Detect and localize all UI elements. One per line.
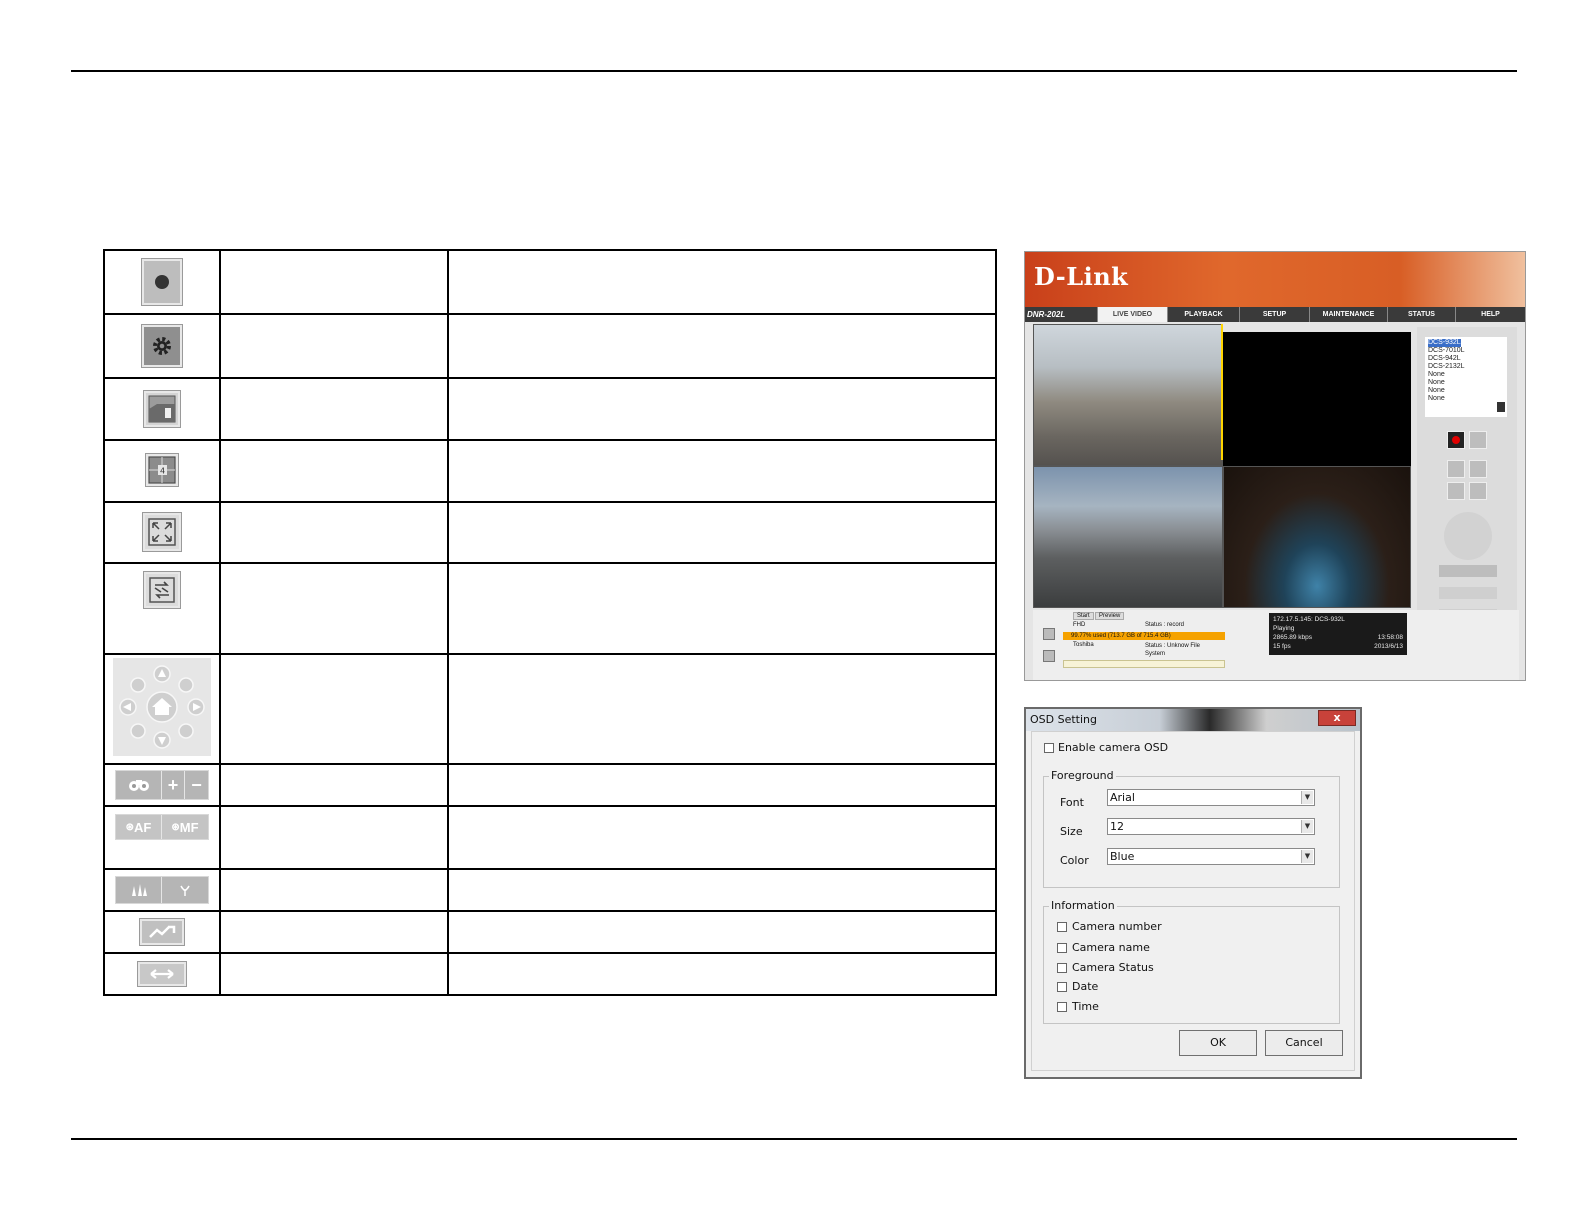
camera-name-label: Camera name	[1072, 941, 1150, 954]
selected-view-marker	[1221, 324, 1223, 460]
stream-time: 13:58:08	[1377, 634, 1403, 641]
tab-playback[interactable]: PLAYBACK	[1167, 307, 1239, 322]
camera-view-3[interactable]	[1033, 466, 1223, 608]
table-row	[104, 806, 996, 869]
font-select[interactable]: Arial ▼	[1107, 789, 1315, 806]
start-button[interactable]: Start	[1073, 612, 1094, 620]
settings-button[interactable]	[1469, 431, 1487, 449]
ptz-pad[interactable]	[1444, 512, 1492, 560]
camera-view-1[interactable]	[1033, 324, 1223, 466]
information-group	[1043, 899, 1340, 1024]
date-checkbox[interactable]	[1057, 982, 1067, 992]
font-label: Font	[1060, 796, 1084, 809]
dvr-model-label: DNR-202L	[1027, 310, 1066, 319]
zoom-bar-icon	[115, 770, 209, 800]
stream-fps: 15 fps	[1273, 643, 1291, 650]
stream-bitrate: 2865.89 kbps	[1273, 634, 1313, 641]
table-row	[104, 764, 996, 806]
switch-button[interactable]	[1469, 482, 1487, 500]
cancel-button[interactable]: Cancel	[1265, 1030, 1343, 1056]
table-row	[104, 502, 996, 563]
camera-tree-item[interactable]: DCS-7010L	[1428, 347, 1465, 354]
foreground-title: Foreground	[1051, 769, 1114, 782]
dvr-live-video-screenshot	[1024, 251, 1526, 681]
camera-status-label: Camera Status	[1072, 961, 1154, 974]
camera-number-checkbox[interactable]	[1057, 922, 1067, 932]
table-row	[104, 953, 996, 995]
chevron-down-icon: ▼	[1301, 791, 1313, 804]
dvr-nav-bar	[1025, 307, 1525, 322]
line-icon	[140, 919, 184, 945]
record-icon	[142, 259, 182, 305]
date-label: Date	[1072, 980, 1099, 993]
camera-tree-item[interactable]: DCS-932L	[1428, 339, 1461, 346]
tab-status[interactable]: STATUS	[1387, 307, 1455, 322]
bottom-rule	[71, 1138, 1517, 1140]
hdd-name: FHD	[1073, 622, 1086, 628]
table-row	[104, 440, 996, 502]
binoculars-icon	[116, 771, 162, 799]
enable-osd-label: Enable camera OSD	[1058, 741, 1169, 754]
tab-live-video[interactable]: LIVE VIDEO	[1097, 307, 1167, 322]
tab-maintenance[interactable]: MAINTENANCE	[1309, 307, 1387, 322]
tab-setup[interactable]: SETUP	[1239, 307, 1309, 322]
hdd-usage-bar: 99.77% used (713.7 GB of 715.4 GB)	[1063, 632, 1225, 640]
zoom-controls[interactable]	[1439, 565, 1497, 577]
camera-tree-item[interactable]: None	[1428, 395, 1445, 402]
enable-osd-checkbox[interactable]	[1044, 743, 1054, 753]
ok-button[interactable]: OK	[1179, 1030, 1257, 1056]
disk2-name: Toshiba	[1073, 642, 1094, 648]
size-select[interactable]: 12 ▼	[1107, 818, 1315, 835]
camera-view-4[interactable]	[1223, 466, 1411, 608]
focus-bar-icon	[115, 814, 209, 840]
table-row	[104, 869, 996, 911]
swap-icon	[138, 962, 186, 986]
color-select[interactable]: Blue ▼	[1107, 848, 1315, 865]
stream-info-box	[1269, 613, 1407, 655]
table-row	[104, 314, 996, 378]
focus-controls[interactable]	[1439, 587, 1497, 599]
gear-icon	[142, 325, 182, 367]
table-row	[104, 911, 996, 953]
close-button[interactable]: x	[1318, 710, 1356, 726]
camera-view-2[interactable]	[1223, 332, 1411, 466]
table-row	[104, 250, 996, 314]
table-row	[104, 563, 996, 654]
single-view-icon	[144, 391, 180, 427]
information-title: Information	[1051, 899, 1115, 912]
camera-tree-item[interactable]: None	[1428, 371, 1445, 378]
top-rule	[71, 70, 1517, 72]
camera-tree	[1425, 337, 1507, 417]
disk2-icon	[1043, 650, 1055, 662]
foreground-group	[1043, 769, 1340, 888]
dvr-banner	[1025, 252, 1525, 307]
camera-name-checkbox[interactable]	[1057, 943, 1067, 953]
record-button[interactable]	[1447, 431, 1465, 449]
disk2-usage-bar	[1063, 660, 1225, 668]
svg-text:4: 4	[159, 466, 166, 475]
camera-tree-item[interactable]: DCS-2132L	[1428, 363, 1465, 370]
zoom-in-icon: +	[162, 771, 185, 799]
disk2-status: Status : Unknow File System	[1145, 643, 1201, 657]
camera-tree-item[interactable]: DCS-942L	[1428, 355, 1461, 362]
dlink-logo: D-Link	[1034, 262, 1129, 291]
fullscreen-icon	[143, 513, 181, 551]
table-row	[104, 654, 996, 764]
chevron-down-icon: ▼	[1301, 820, 1313, 833]
dialog-title: OSD Setting	[1030, 713, 1097, 726]
trash-icon[interactable]	[1497, 402, 1505, 412]
camera-status-checkbox[interactable]	[1057, 963, 1067, 973]
table-row	[104, 378, 996, 440]
stream-source: 172.17.5.145: DCS-932L	[1273, 616, 1345, 623]
size-label: Size	[1060, 825, 1083, 838]
stream-date: 2013/6/13	[1374, 643, 1403, 650]
osd-setting-dialog	[1024, 707, 1362, 1079]
far-icon	[116, 877, 162, 903]
zoom-out-icon: −	[191, 774, 202, 795]
camera-number-label: Camera number	[1072, 920, 1162, 933]
manual-focus-icon: ⊛ MF	[171, 819, 199, 835]
dialog-title-bar	[1026, 709, 1360, 731]
color-label: Color	[1060, 854, 1089, 867]
camera-tree-item[interactable]: None	[1428, 379, 1445, 386]
stream-state: Playing	[1273, 625, 1295, 632]
icon-reference-table	[103, 249, 997, 996]
switch-icon	[144, 572, 180, 608]
hdd-icon	[1043, 628, 1055, 640]
dvr-status-panel	[1033, 610, 1519, 680]
preview-button[interactable]: Preview	[1095, 612, 1124, 620]
near-icon	[162, 877, 208, 903]
camera-tree-item[interactable]: None	[1428, 387, 1445, 394]
dialog-body	[1031, 731, 1355, 1071]
hdd-status: Status : record	[1145, 622, 1185, 628]
single-view-button[interactable]	[1447, 460, 1465, 478]
depth-bar-icon	[115, 876, 209, 904]
auto-focus-icon: ⊛ AF	[116, 815, 162, 839]
ptz-pad-icon	[113, 658, 211, 756]
fullscreen-button[interactable]	[1447, 482, 1465, 500]
time-label: Time	[1072, 1000, 1099, 1013]
quad-view-button[interactable]	[1469, 460, 1487, 478]
quad-view-icon	[146, 454, 178, 486]
tab-help[interactable]: HELP	[1455, 307, 1525, 322]
chevron-down-icon: ▼	[1301, 850, 1313, 863]
time-checkbox[interactable]	[1057, 1002, 1067, 1012]
